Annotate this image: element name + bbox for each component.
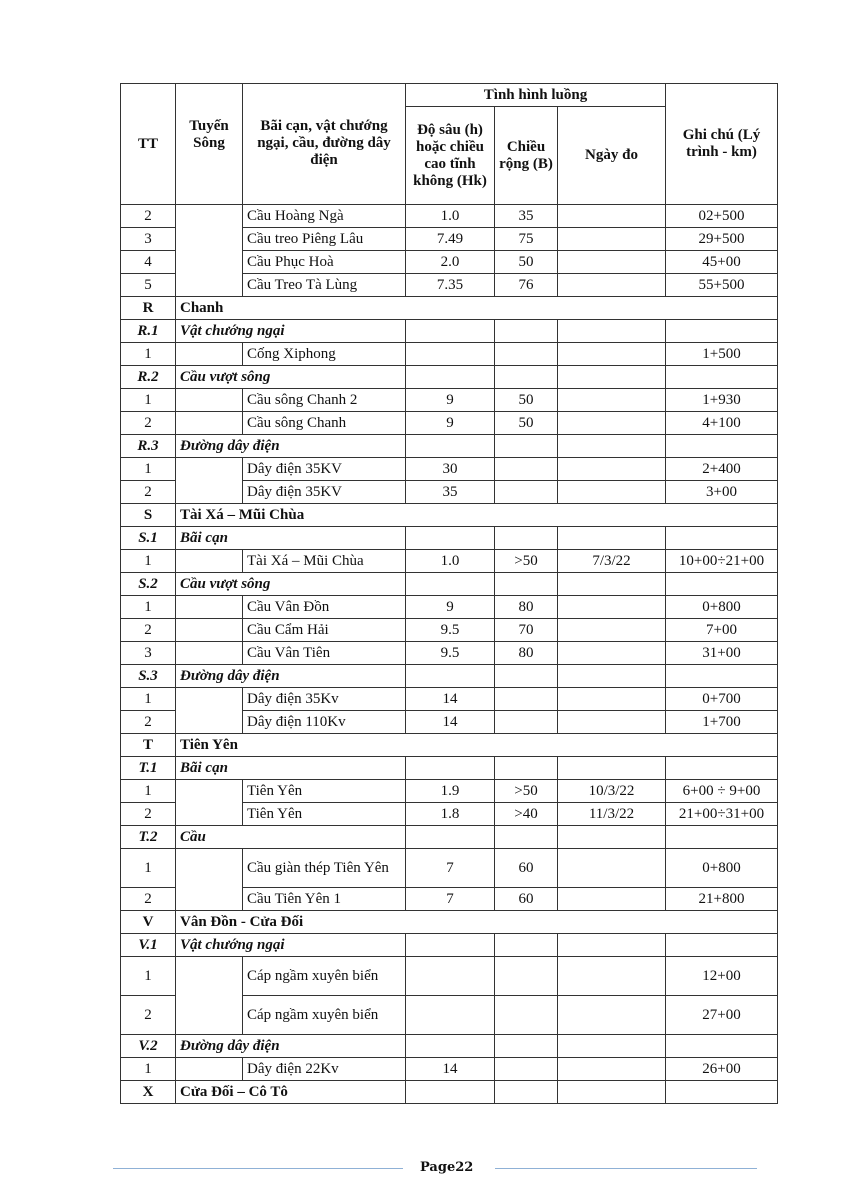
row-tt: 1 (121, 389, 176, 412)
item-ngay-do (558, 711, 666, 734)
item-do-sau (406, 996, 495, 1035)
item-ghi-chu: 21+00÷31+00 (666, 803, 778, 826)
footer-divider-left (113, 1168, 403, 1169)
table-row (121, 205, 778, 228)
item-name: Tiên Yên (243, 780, 406, 803)
item-do-sau: 9 (406, 596, 495, 619)
subsection-row (121, 665, 778, 688)
row-tt: S.1 (121, 527, 176, 550)
subsection-title: Vật chướng ngại (176, 934, 406, 957)
item-ngay-do: 10/3/22 (558, 780, 666, 803)
item-ghi-chu: 1+700 (666, 711, 778, 734)
row-tt: R.1 (121, 320, 176, 343)
item-ngay-do (558, 458, 666, 481)
empty-cell-chieu-rong (495, 435, 558, 458)
item-ngay-do (558, 957, 666, 996)
item-name: Dây điện 35KV (243, 458, 406, 481)
empty-cell-chieu-rong (495, 1081, 558, 1104)
item-ngay-do (558, 412, 666, 435)
row-tt: R.2 (121, 366, 176, 389)
table-row (121, 688, 778, 711)
empty-cell-do-sau (406, 1035, 495, 1058)
tuyen-song-cell (176, 1058, 243, 1081)
subsection-row (121, 366, 778, 389)
item-name: Dây điện 22Kv (243, 1058, 406, 1081)
subsection-title: Đường dây điện (176, 665, 406, 688)
empty-cell-ngay-do (558, 1081, 666, 1104)
footer-divider-right (495, 1168, 757, 1169)
empty-cell-ghi-chu (666, 435, 778, 458)
header-tt: TT (121, 84, 176, 205)
tuyen-song-cell (176, 412, 243, 435)
item-do-sau: 7 (406, 849, 495, 888)
item-chieu-rong: 50 (495, 251, 558, 274)
section-row (121, 911, 778, 934)
empty-cell-ngay-do (558, 826, 666, 849)
item-do-sau: 1.8 (406, 803, 495, 826)
item-ngay-do (558, 228, 666, 251)
item-chieu-rong (495, 996, 558, 1035)
item-name: Cầu Vân Đồn (243, 596, 406, 619)
empty-cell-ngay-do (558, 665, 666, 688)
subsection-row (121, 1081, 778, 1104)
subsection-row (121, 934, 778, 957)
empty-cell-ghi-chu (666, 366, 778, 389)
item-ngay-do (558, 996, 666, 1035)
item-chieu-rong: 80 (495, 596, 558, 619)
row-tt: V.2 (121, 1035, 176, 1058)
row-tt: S.2 (121, 573, 176, 596)
empty-cell-ghi-chu (666, 527, 778, 550)
row-tt: T (121, 734, 176, 757)
table-row (121, 1058, 778, 1081)
item-chieu-rong: >50 (495, 550, 558, 573)
table-body (121, 205, 778, 1104)
subsection-row (121, 757, 778, 780)
item-ngay-do (558, 619, 666, 642)
subsection-row (121, 573, 778, 596)
empty-cell-ghi-chu (666, 320, 778, 343)
item-do-sau (406, 343, 495, 366)
item-ngay-do (558, 205, 666, 228)
row-tt: S (121, 504, 176, 527)
empty-cell-do-sau (406, 757, 495, 780)
tuyen-song-cell (176, 780, 243, 826)
subsection-row (121, 826, 778, 849)
empty-cell-do-sau (406, 366, 495, 389)
subsection-title: Cửa Đối – Cô Tô (176, 1081, 406, 1104)
row-tt: 1 (121, 780, 176, 803)
item-do-sau: 14 (406, 688, 495, 711)
item-ghi-chu: 27+00 (666, 996, 778, 1035)
item-chieu-rong: 60 (495, 888, 558, 911)
item-ngay-do (558, 849, 666, 888)
item-chieu-rong (495, 688, 558, 711)
item-do-sau: 9.5 (406, 619, 495, 642)
empty-cell-do-sau (406, 527, 495, 550)
page-footer (0, 1158, 849, 1178)
table-row (121, 458, 778, 481)
row-tt: S.3 (121, 665, 176, 688)
row-tt: 1 (121, 957, 176, 996)
row-tt: 2 (121, 481, 176, 504)
item-name: Cầu Vân Tiên (243, 642, 406, 665)
empty-cell-ghi-chu (666, 665, 778, 688)
section-row (121, 734, 778, 757)
subsection-row (121, 1035, 778, 1058)
item-do-sau: 30 (406, 458, 495, 481)
item-name: Cáp ngầm xuyên biển (243, 957, 406, 996)
item-chieu-rong (495, 481, 558, 504)
subsection-title: Cầu vượt sông (176, 366, 406, 389)
empty-cell-chieu-rong (495, 1035, 558, 1058)
tuyen-song-cell (176, 619, 243, 642)
section-title: Vân Đồn - Cửa Đối (176, 911, 778, 934)
item-do-sau: 35 (406, 481, 495, 504)
item-do-sau (406, 957, 495, 996)
item-chieu-rong: 50 (495, 412, 558, 435)
tuyen-song-cell (176, 458, 243, 504)
item-name: Cầu giàn thép Tiên Yên (243, 849, 406, 888)
row-tt: 2 (121, 888, 176, 911)
row-tt: 5 (121, 274, 176, 297)
item-name: Dây điện 35KV (243, 481, 406, 504)
empty-cell-chieu-rong (495, 665, 558, 688)
item-do-sau: 9 (406, 389, 495, 412)
empty-cell-chieu-rong (495, 826, 558, 849)
section-title: Chanh (176, 297, 778, 320)
item-ghi-chu: 55+500 (666, 274, 778, 297)
item-ghi-chu: 2+400 (666, 458, 778, 481)
subsection-title: Bãi cạn (176, 527, 406, 550)
header-chieu-rong: Chiều rộng (B) (495, 107, 558, 205)
row-tt: 1 (121, 458, 176, 481)
item-chieu-rong (495, 957, 558, 996)
item-name: Cầu Cẩm Hải (243, 619, 406, 642)
row-tt: 1 (121, 550, 176, 573)
waterway-table (120, 83, 778, 1104)
header-tuyen-song: Tuyến Sông (176, 84, 243, 205)
tuyen-song-cell (176, 389, 243, 412)
empty-cell-chieu-rong (495, 934, 558, 957)
empty-cell-ngay-do (558, 320, 666, 343)
item-ghi-chu: 3+00 (666, 481, 778, 504)
empty-cell-ngay-do (558, 1035, 666, 1058)
table-row (121, 343, 778, 366)
item-ghi-chu: 02+500 (666, 205, 778, 228)
subsection-title: Cầu (176, 826, 406, 849)
table-row (121, 550, 778, 573)
row-tt: 1 (121, 849, 176, 888)
empty-cell-ngay-do (558, 527, 666, 550)
empty-cell-ghi-chu (666, 757, 778, 780)
item-chieu-rong (495, 1058, 558, 1081)
empty-cell-do-sau (406, 934, 495, 957)
item-ghi-chu: 10+00÷21+00 (666, 550, 778, 573)
item-ngay-do (558, 251, 666, 274)
row-tt: R.3 (121, 435, 176, 458)
item-do-sau: 7.49 (406, 228, 495, 251)
item-ngay-do (558, 343, 666, 366)
item-ngay-do (558, 1058, 666, 1081)
empty-cell-do-sau (406, 826, 495, 849)
item-ngay-do (558, 888, 666, 911)
tuyen-song-cell (176, 849, 243, 911)
tuyen-song-cell (176, 596, 243, 619)
item-name: Cống Xiphong (243, 343, 406, 366)
item-name: Tiên Yên (243, 803, 406, 826)
item-ngay-do (558, 389, 666, 412)
item-ngay-do: 11/3/22 (558, 803, 666, 826)
header-ngay-do: Ngày đo (558, 107, 666, 205)
empty-cell-do-sau (406, 573, 495, 596)
empty-cell-ngay-do (558, 366, 666, 389)
item-name: Cầu sông Chanh (243, 412, 406, 435)
item-chieu-rong: 75 (495, 228, 558, 251)
subsection-title: Cầu vượt sông (176, 573, 406, 596)
item-ngay-do (558, 596, 666, 619)
table-row (121, 412, 778, 435)
item-do-sau: 9 (406, 412, 495, 435)
table-row (121, 780, 778, 803)
item-do-sau: 1.9 (406, 780, 495, 803)
empty-cell-ngay-do (558, 757, 666, 780)
section-title: Tài Xá – Mũi Chùa (176, 504, 778, 527)
row-tt: V.1 (121, 934, 176, 957)
empty-cell-chieu-rong (495, 757, 558, 780)
item-ghi-chu: 29+500 (666, 228, 778, 251)
empty-cell-chieu-rong (495, 527, 558, 550)
item-ghi-chu: 0+700 (666, 688, 778, 711)
item-ghi-chu: 1+930 (666, 389, 778, 412)
row-tt: 2 (121, 711, 176, 734)
item-do-sau: 7.35 (406, 274, 495, 297)
subsection-row (121, 527, 778, 550)
item-chieu-rong: 50 (495, 389, 558, 412)
table-row (121, 849, 778, 888)
empty-cell-chieu-rong (495, 320, 558, 343)
item-ghi-chu: 31+00 (666, 642, 778, 665)
item-ghi-chu: 7+00 (666, 619, 778, 642)
page-number: Page22 (420, 1160, 474, 1175)
item-do-sau: 1.0 (406, 205, 495, 228)
item-name: Dây điện 35Kv (243, 688, 406, 711)
item-chieu-rong: 60 (495, 849, 558, 888)
item-ghi-chu: 0+800 (666, 596, 778, 619)
item-chieu-rong (495, 711, 558, 734)
empty-cell-ghi-chu (666, 1035, 778, 1058)
row-tt: 1 (121, 1058, 176, 1081)
empty-cell-ngay-do (558, 573, 666, 596)
item-ghi-chu: 21+800 (666, 888, 778, 911)
item-ghi-chu: 12+00 (666, 957, 778, 996)
header-ghi-chu: Ghi chú (Lý trình - km) (666, 84, 778, 205)
item-do-sau: 14 (406, 711, 495, 734)
item-name: Dây điện 110Kv (243, 711, 406, 734)
tuyen-song-cell (176, 550, 243, 573)
item-ghi-chu: 4+100 (666, 412, 778, 435)
empty-cell-do-sau (406, 435, 495, 458)
subsection-title: Đường dây điện (176, 1035, 406, 1058)
item-ghi-chu: 1+500 (666, 343, 778, 366)
item-ghi-chu: 45+00 (666, 251, 778, 274)
empty-cell-do-sau (406, 665, 495, 688)
empty-cell-ngay-do (558, 435, 666, 458)
item-do-sau: 2.0 (406, 251, 495, 274)
row-tt: 3 (121, 228, 176, 251)
empty-cell-do-sau (406, 1081, 495, 1104)
empty-cell-ghi-chu (666, 573, 778, 596)
tuyen-song-cell (176, 343, 243, 366)
row-tt: 1 (121, 596, 176, 619)
item-name: Cầu Hoàng Ngà (243, 205, 406, 228)
row-tt: T.1 (121, 757, 176, 780)
item-ngay-do (558, 481, 666, 504)
item-name: Cầu treo Piêng Lâu (243, 228, 406, 251)
item-chieu-rong: 80 (495, 642, 558, 665)
row-tt: 2 (121, 996, 176, 1035)
header-tinh-hinh-luong: Tình hình luồng (406, 84, 666, 107)
item-ngay-do (558, 642, 666, 665)
item-do-sau: 1.0 (406, 550, 495, 573)
section-row (121, 297, 778, 320)
item-name: Cáp ngầm xuyên biển (243, 996, 406, 1035)
item-ngay-do (558, 274, 666, 297)
tuyen-song-cell (176, 205, 243, 297)
item-ghi-chu: 26+00 (666, 1058, 778, 1081)
item-name: Cầu sông Chanh 2 (243, 389, 406, 412)
table-row (121, 389, 778, 412)
item-do-sau: 7 (406, 888, 495, 911)
empty-cell-ghi-chu (666, 826, 778, 849)
item-chieu-rong: 35 (495, 205, 558, 228)
item-ghi-chu: 0+800 (666, 849, 778, 888)
row-tt: R (121, 297, 176, 320)
subsection-row (121, 320, 778, 343)
item-chieu-rong (495, 343, 558, 366)
tuyen-song-cell (176, 957, 243, 1035)
header-do-sau: Độ sâu (h) hoặc chiều cao tĩnh không (Hk) (406, 107, 495, 205)
item-name: Cầu Tiên Yên 1 (243, 888, 406, 911)
empty-cell-ghi-chu (666, 934, 778, 957)
row-tt: X (121, 1081, 176, 1104)
item-name: Cầu Treo Tà Lùng (243, 274, 406, 297)
item-chieu-rong: 76 (495, 274, 558, 297)
row-tt: 1 (121, 688, 176, 711)
section-title: Tiên Yên (176, 734, 778, 757)
item-chieu-rong: >40 (495, 803, 558, 826)
row-tt: V (121, 911, 176, 934)
header-bai-can: Bãi cạn, vật chướng ngại, cầu, đường dây điện (243, 84, 406, 205)
empty-cell-ghi-chu (666, 1081, 778, 1104)
row-tt: 1 (121, 343, 176, 366)
table-row (121, 957, 778, 996)
row-tt: 2 (121, 412, 176, 435)
subsection-title: Đường dây điện (176, 435, 406, 458)
empty-cell-do-sau (406, 320, 495, 343)
item-chieu-rong (495, 458, 558, 481)
row-tt: 3 (121, 642, 176, 665)
item-name: Tài Xá – Mũi Chùa (243, 550, 406, 573)
empty-cell-ngay-do (558, 934, 666, 957)
tuyen-song-cell (176, 642, 243, 665)
item-do-sau: 14 (406, 1058, 495, 1081)
item-do-sau: 9.5 (406, 642, 495, 665)
row-tt: T.2 (121, 826, 176, 849)
empty-cell-chieu-rong (495, 573, 558, 596)
item-chieu-rong: >50 (495, 780, 558, 803)
empty-cell-chieu-rong (495, 366, 558, 389)
subsection-title: Bãi cạn (176, 757, 406, 780)
row-tt: 2 (121, 803, 176, 826)
subsection-row (121, 435, 778, 458)
row-tt: 2 (121, 619, 176, 642)
item-chieu-rong: 70 (495, 619, 558, 642)
item-ngay-do: 7/3/22 (558, 550, 666, 573)
item-ngay-do (558, 688, 666, 711)
table-row (121, 596, 778, 619)
section-row (121, 504, 778, 527)
table-row (121, 642, 778, 665)
table-row (121, 619, 778, 642)
tuyen-song-cell (176, 688, 243, 734)
row-tt: 4 (121, 251, 176, 274)
item-ghi-chu: 6+00 ÷ 9+00 (666, 780, 778, 803)
item-name: Cầu Phục Hoà (243, 251, 406, 274)
row-tt: 2 (121, 205, 176, 228)
subsection-title: Vật chướng ngại (176, 320, 406, 343)
